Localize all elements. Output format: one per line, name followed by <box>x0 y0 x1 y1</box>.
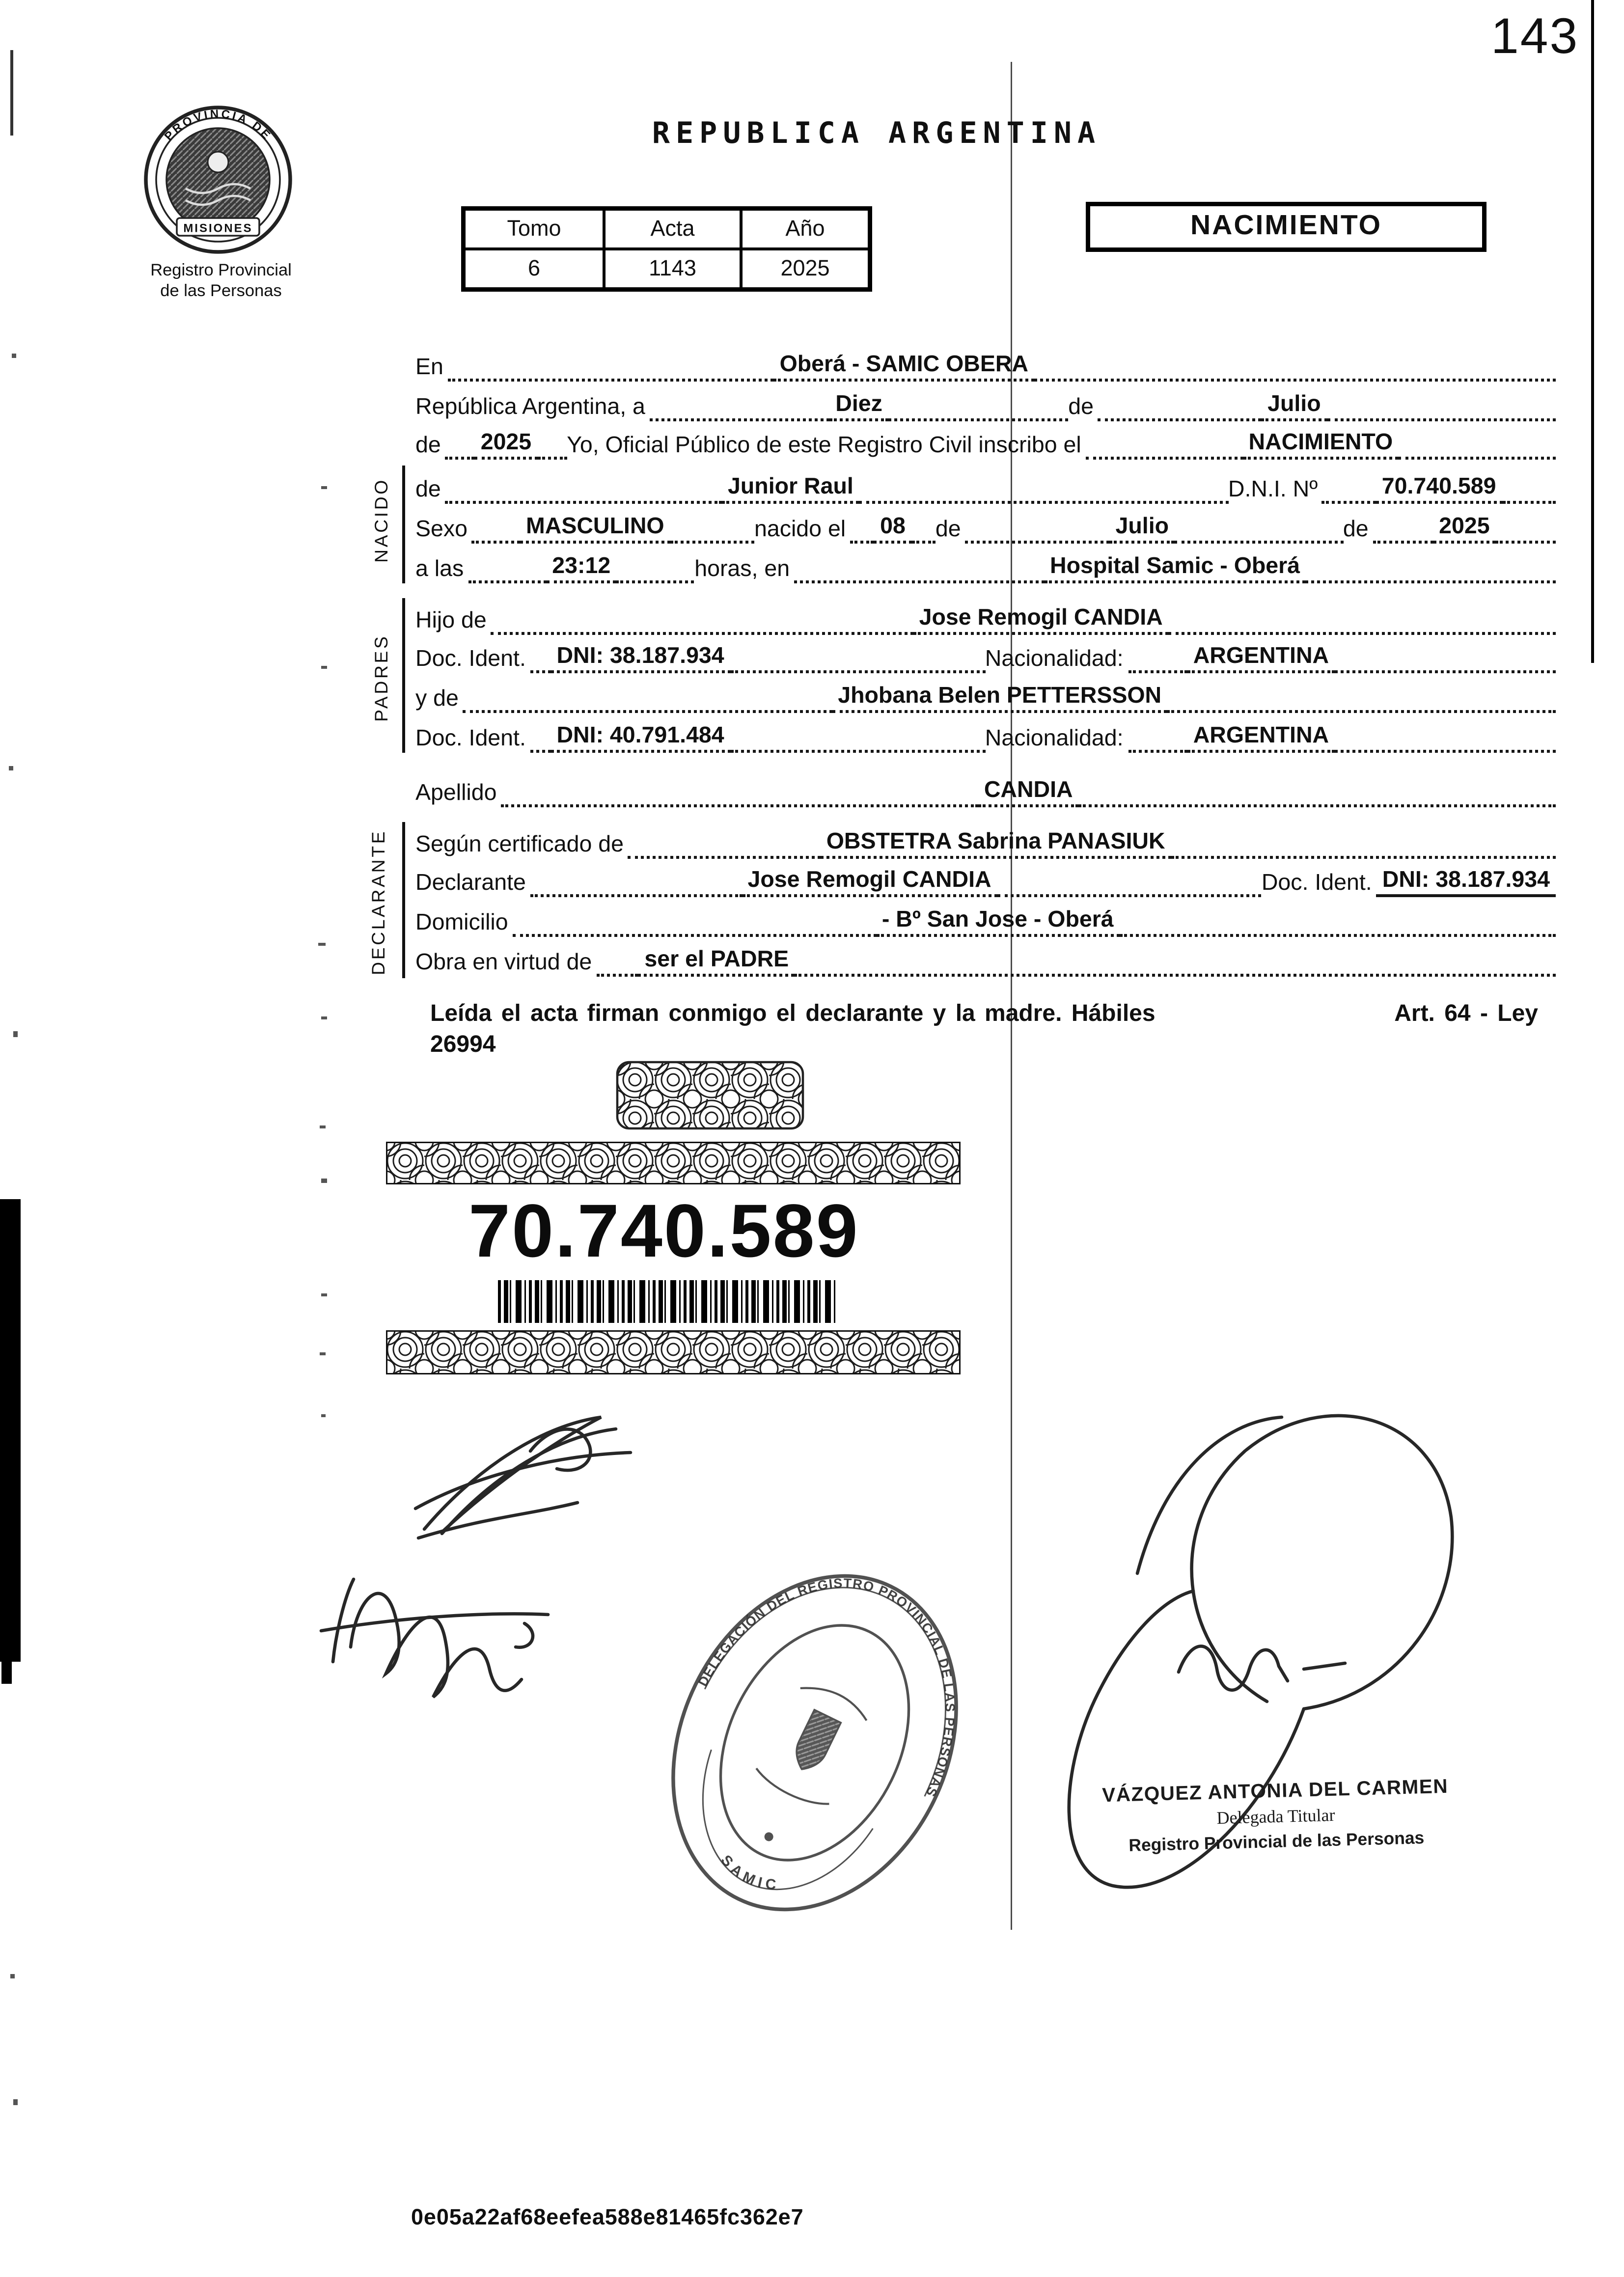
right-edge-line <box>1591 0 1594 663</box>
label-en: En <box>415 355 443 380</box>
scan-speck <box>9 766 13 770</box>
dotted-leader <box>596 974 638 977</box>
value-sex: MASCULINO <box>520 513 670 544</box>
mother-signature <box>351 1593 522 1697</box>
form-line-father-doc <box>415 634 1556 674</box>
value-tomo: 6 <box>464 249 604 289</box>
dotted-leader <box>468 580 546 583</box>
dotted-leader <box>1128 750 1187 753</box>
value-birth-month: Julio <box>1110 513 1175 544</box>
label-de: de <box>415 477 441 503</box>
form-line-place <box>415 342 1556 381</box>
dotted-leader <box>1399 457 1556 460</box>
value-surname: CANDIA <box>978 776 1079 807</box>
closing-law-number: 26994 <box>430 1033 496 1058</box>
value-father-nationality: ARGENTINA <box>1187 643 1335 674</box>
security-band-top <box>386 1142 961 1184</box>
value-ano: 2025 <box>741 249 869 289</box>
letterhead-line2: de las Personas <box>160 282 282 300</box>
closing-statement <box>430 999 1538 1061</box>
form-line-declarant <box>415 858 1556 898</box>
letterhead-caption <box>81 262 361 302</box>
value-declarant-dni: DNI: 38.187.934 <box>1376 867 1556 898</box>
label-de: de <box>1343 517 1369 542</box>
dotted-leader <box>1496 541 1556 544</box>
section-rule-padres <box>402 598 405 753</box>
section-label-nacido: NACIDO <box>371 477 392 563</box>
label-nacido-el: nacido el <box>754 517 846 542</box>
dotted-leader <box>616 580 694 583</box>
dotted-leader <box>1034 378 1556 381</box>
letterhead-line1: Registro Provincial <box>150 262 292 280</box>
scan-mark <box>10 50 13 136</box>
form-line-date-words <box>415 381 1556 420</box>
scan-speck <box>10 1974 15 1978</box>
form-line-name-dni <box>415 465 1556 504</box>
scan-black-bar <box>0 1199 21 1662</box>
form-line-capacity <box>415 937 1556 976</box>
verification-hash: 0e05a22af68eefea588e81465fc362e7 <box>411 2205 804 2230</box>
label-doc-ident: Doc. Ident. <box>1261 871 1372 897</box>
scan-speck <box>320 1352 326 1355</box>
official-name: VÁZQUEZ ANTONIA DEL CARMEN <box>1101 1775 1449 1807</box>
value-birth-year: 2025 <box>1433 513 1495 544</box>
dotted-leader <box>501 804 978 807</box>
svg-text:DELEGACIÓN DEL REGISTRO PROVIN <box>695 1559 981 1800</box>
scan-speck <box>318 943 326 946</box>
label-sexo: Sexo <box>415 517 468 542</box>
dotted-leader <box>850 541 874 544</box>
dotted-leader <box>1306 580 1556 583</box>
dotted-leader <box>530 895 742 898</box>
form-line-certificate <box>415 819 1556 858</box>
value-address: - Bº San Jose - Oberá <box>876 906 1120 937</box>
form-body <box>415 342 1556 977</box>
dotted-leader <box>1128 671 1187 674</box>
col-header-ano: Año <box>741 209 869 249</box>
scan-speck <box>12 354 16 358</box>
label-doc-ident: Doc. Ident. <box>415 647 526 673</box>
dotted-leader <box>628 855 821 858</box>
scan-speck <box>321 1293 327 1296</box>
label-segun-certificado: Según certificado de <box>415 831 624 857</box>
dotted-leader <box>513 934 876 937</box>
value-year: 2025 <box>475 429 537 460</box>
form-line-sex-birthdate <box>415 504 1556 544</box>
dotted-leader <box>1373 541 1433 544</box>
seal-top-text: PROVINCIA DE <box>162 107 275 143</box>
label-obra-en-virtud: Obra en virtud de <box>415 950 592 975</box>
svg-text:SAMIC <box>714 1849 787 1901</box>
label-republica: República Argentina, a <box>415 394 645 419</box>
label-y-de: y de <box>415 686 459 712</box>
value-child-name: Junior Raul <box>722 473 859 504</box>
dotted-leader <box>537 457 567 460</box>
dotted-leader <box>1098 418 1262 421</box>
label-hijo-de: Hijo de <box>415 607 487 633</box>
value-father-name: Jose Remogil CANDIA <box>913 604 1169 634</box>
dotted-leader <box>1322 501 1376 504</box>
dotted-leader <box>448 378 774 381</box>
dotted-leader <box>650 418 829 421</box>
dotted-leader <box>730 671 985 674</box>
label-declarante: Declarante <box>415 871 526 897</box>
dotted-leader <box>1335 671 1556 674</box>
form-line-time-place <box>415 544 1556 583</box>
page-number: 143 <box>1491 9 1579 65</box>
value-birth-time: 23:12 <box>546 552 616 583</box>
scan-speck <box>321 486 327 489</box>
security-band-bottom <box>386 1330 961 1374</box>
dotted-leader <box>463 711 832 713</box>
col-header-acta: Acta <box>604 209 741 249</box>
label-nacionalidad: Nacionalidad: <box>985 647 1124 673</box>
value-father-dni: DNI: 38.187.934 <box>551 643 730 674</box>
record-reference-table <box>461 206 872 292</box>
dotted-leader <box>911 541 936 544</box>
document-number: 70.740.589 <box>468 1189 859 1273</box>
value-record-type: NACIMIENTO <box>1243 429 1399 460</box>
scan-speck <box>320 1125 326 1128</box>
form-line-inscription <box>415 421 1556 460</box>
label-doc-ident: Doc. Ident. <box>415 726 526 751</box>
form-line-mother-doc <box>415 713 1556 753</box>
scan-speck <box>321 666 327 669</box>
barcode <box>498 1280 837 1323</box>
scan-speck <box>13 2099 18 2105</box>
dotted-leader <box>445 457 475 460</box>
form-line-address <box>415 898 1556 937</box>
value-child-dni: 70.740.589 <box>1376 473 1502 504</box>
col-header-tomo: Tomo <box>464 209 604 249</box>
official-title: Delegada Titular <box>1216 1804 1336 1829</box>
official-name-stamp <box>1082 1775 1470 1857</box>
label-a-las: a las <box>415 556 464 582</box>
dotted-leader <box>1167 711 1556 713</box>
dotted-leader <box>730 750 985 753</box>
dotted-leader <box>1079 804 1556 807</box>
dotted-leader <box>794 580 1044 583</box>
value-mother-name: Jhobana Belen PETTERSSON <box>832 683 1167 713</box>
record-type-box: NACIMIENTO <box>1086 202 1486 252</box>
declarant-signature <box>424 1417 601 1532</box>
form-line-mother <box>415 674 1556 713</box>
label-nacionalidad: Nacionalidad: <box>985 726 1124 751</box>
value-certifier: OBSTETRA Sabrina PANASIUK <box>821 827 1171 858</box>
value-place: Oberá - SAMIC OBERA <box>774 350 1034 381</box>
stamp-center-text: SAMIC <box>717 1852 781 1893</box>
seal-bottom-text: MISIONES <box>183 221 253 235</box>
section-label-padres: PADRES <box>371 633 392 722</box>
document-title: REPUBLICA ARGENTINA <box>652 115 1101 150</box>
security-chip-pattern <box>616 1061 804 1130</box>
scan-speck <box>321 1414 326 1417</box>
round-registry-stamp <box>648 1559 981 1927</box>
label-dni: D.N.I. Nº <box>1228 477 1318 503</box>
closing-text: Leída el acta firman conmigo el declarante y la madre. Hábiles <box>430 1002 1156 1027</box>
province-seal-logo <box>141 103 295 256</box>
section-rule-declarante <box>402 822 405 978</box>
scan-speck <box>321 1016 327 1019</box>
form-line-father <box>415 595 1556 634</box>
dotted-leader <box>1120 934 1556 937</box>
label-domicilio: Domicilio <box>415 910 508 936</box>
scan-speck <box>13 1031 18 1037</box>
dotted-leader <box>888 418 1068 421</box>
value-birth-place: Hospital Samic - Oberá <box>1044 552 1306 583</box>
dotted-leader <box>530 671 551 674</box>
dotted-leader <box>1335 750 1556 753</box>
dotted-leader <box>670 541 754 544</box>
scan-black-mark <box>1 1662 12 1684</box>
dotted-leader <box>1502 501 1556 504</box>
scan-speck <box>321 1179 327 1183</box>
label-horas-en: horas, en <box>694 556 790 582</box>
section-rule-nacido <box>402 466 405 583</box>
value-month: Julio <box>1262 390 1327 421</box>
dotted-leader <box>1086 457 1243 460</box>
dotted-leader <box>491 631 913 634</box>
dotted-leader <box>1175 541 1343 544</box>
dotted-leader <box>1171 855 1556 858</box>
dotted-leader <box>1169 631 1556 634</box>
value-birth-day: 08 <box>874 513 911 544</box>
dotted-leader <box>859 501 1228 504</box>
value-acta: 1143 <box>604 249 741 289</box>
value-capacity: ser el PADRE <box>638 946 795 977</box>
value-declarant-name: Jose Remogil CANDIA <box>742 867 997 898</box>
value-mother-nationality: ARGENTINA <box>1187 722 1335 753</box>
dotted-leader <box>795 974 1556 977</box>
dotted-leader <box>530 750 551 753</box>
value-mother-dni: DNI: 40.791.484 <box>551 722 730 753</box>
dotted-leader <box>965 541 1110 544</box>
official-signature <box>1137 1417 1282 1573</box>
label-de: de <box>1068 394 1094 419</box>
label-de: de <box>415 434 441 459</box>
dotted-leader <box>445 501 722 504</box>
closing-law-ref: Art. 64 - Ley <box>1394 1002 1538 1027</box>
label-de: de <box>935 517 961 542</box>
dotted-leader <box>1327 418 1556 421</box>
value-day-words: Diez <box>829 390 888 421</box>
official-org: Registro Provincial de las Personas <box>1128 1827 1425 1856</box>
form-line-surname <box>415 768 1556 807</box>
stamp-ring-text: DELEGACIÓN DEL REGISTRO PROVINCIAL DE LAS PERSONAS <box>695 1575 958 1800</box>
section-label-declarante: DECLARANTE <box>368 828 389 975</box>
dotted-leader <box>997 895 1262 898</box>
label-oficial-publico: Yo, Oficial Público de este Registro Civil inscribo el <box>567 434 1081 459</box>
dotted-leader <box>472 541 520 544</box>
label-apellido: Apellido <box>415 780 497 806</box>
